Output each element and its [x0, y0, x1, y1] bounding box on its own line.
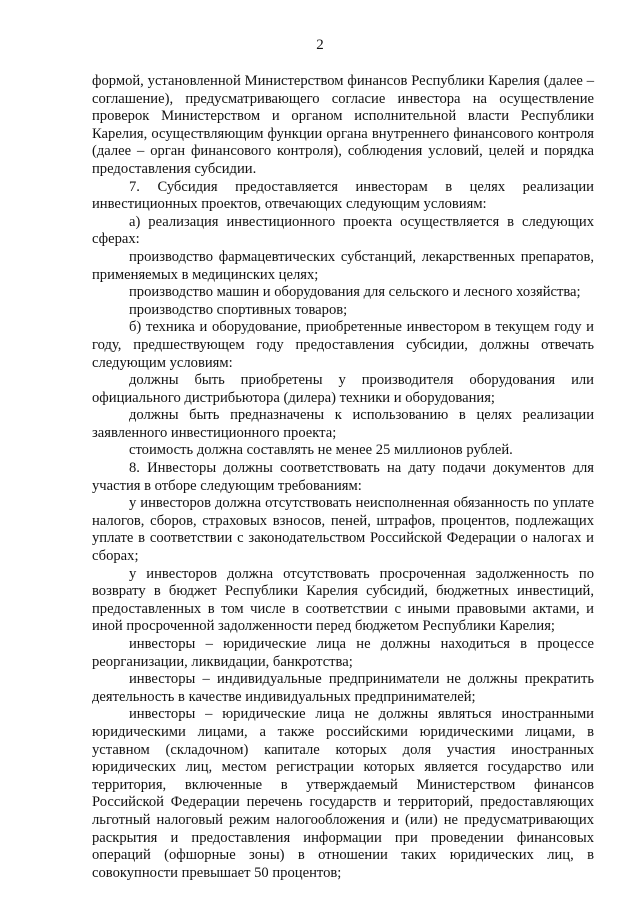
- paragraph-7-intro: 7. Субсидия предоставляется инвесторам в целях реализации инвестиционных проектов, отвечающих следующим условиям:: [92, 178, 594, 213]
- condition-intended-use: должны быть предназначены к использованию в целях реализации заявленного инвестиционного проекта;: [92, 407, 594, 441]
- paragraph-7b: б) техника и оборудование, приобретенные инвестором в текущем году и году, предшествующем году предоставления субсидии, должны отвечать следующим условиям:: [92, 319, 594, 371]
- paragraph-8-intro: 8. Инвесторы должны соответствовать на дату подачи документов для участия в отборе следующим требованиям:: [92, 460, 594, 494]
- sphere-sports-goods: производство спортивных товаров;: [129, 301, 348, 318]
- requirement-no-reorganization: инвесторы – юридические лица не должны находиться в процессе реорганизации, ликвидации, банкротства;: [92, 636, 594, 670]
- document-body: [92, 73, 594, 882]
- requirement-entrepreneur-active: инвесторы – индивидуальные предприниматели не должны прекратить деятельность в качестве индивидуальных предпринимателей;: [92, 671, 594, 705]
- sphere-pharma: производство фармацевтических субстанций, лекарственных препаратов, применяемых в медицинских целях;: [92, 248, 594, 283]
- requirement-not-foreign-entity: инвесторы – юридические лица не должны являться иностранными юридическими лицами, а также российскими юридическими лицами, в уставном (складочном) капитале которых доля участия иностранных юридических лиц, местом регистрации которых является государство или территория, включенные в утверждаемый Министерством финансов Российской Федерации перечень государств и территорий, предоставляющих льготный налоговый режим налогообложения и (или) не предусматривающих раскрытия и предоставления информации при проведении финансовых операций (офшорные зоны) в отношении таких юридических лиц, в совокупности превышает 50 процентов;: [92, 706, 594, 881]
- condition-purchased-from-manufacturer: должны быть приобретены у производителя оборудования или официального дистрибьютора (дилера) техники и оборудования;: [92, 372, 594, 406]
- page-number: 2: [316, 37, 324, 53]
- sphere-machinery: производство машин и оборудования для сельского и лесного хозяйства;: [129, 284, 581, 301]
- paragraph-7a: а) реализация инвестиционного проекта осуществляется в следующих сферах:: [92, 213, 594, 248]
- requirement-no-tax-debt: у инвесторов должна отсутствовать неисполненная обязанность по уплате налогов, сборов, страховых взносов, пеней, штрафов, процентов, подлежащих уплате в соответствии с законодательством Российской Федерации о налогах и сборах;: [92, 495, 594, 565]
- condition-minimum-cost: стоимость должна составлять не менее 25 миллионов рублей.: [129, 442, 513, 459]
- requirement-no-budget-debt: у инвесторов должна отсутствовать просроченная задолженность по возврату в бюджет Республики Карелия субсидий, бюджетных инвестиций, предоставленных в том числе в соответствии с иными правовыми актами, и иной просроченной задолженности перед бюджетом Республики Карелия;: [92, 565, 594, 635]
- paragraph-1-continuation: формой, установленной Министерством финансов Республики Карелия (далее – соглашение), предусматривающего согласие инвестора на осуществление проверок Министерством и органом исполнительной власти Республики Карелия, осуществляющим функции органа внутреннего финансового контроля (далее – орган финансового контроля), соблюдения условий, целей и порядка предоставления субсидии.: [92, 73, 594, 177]
